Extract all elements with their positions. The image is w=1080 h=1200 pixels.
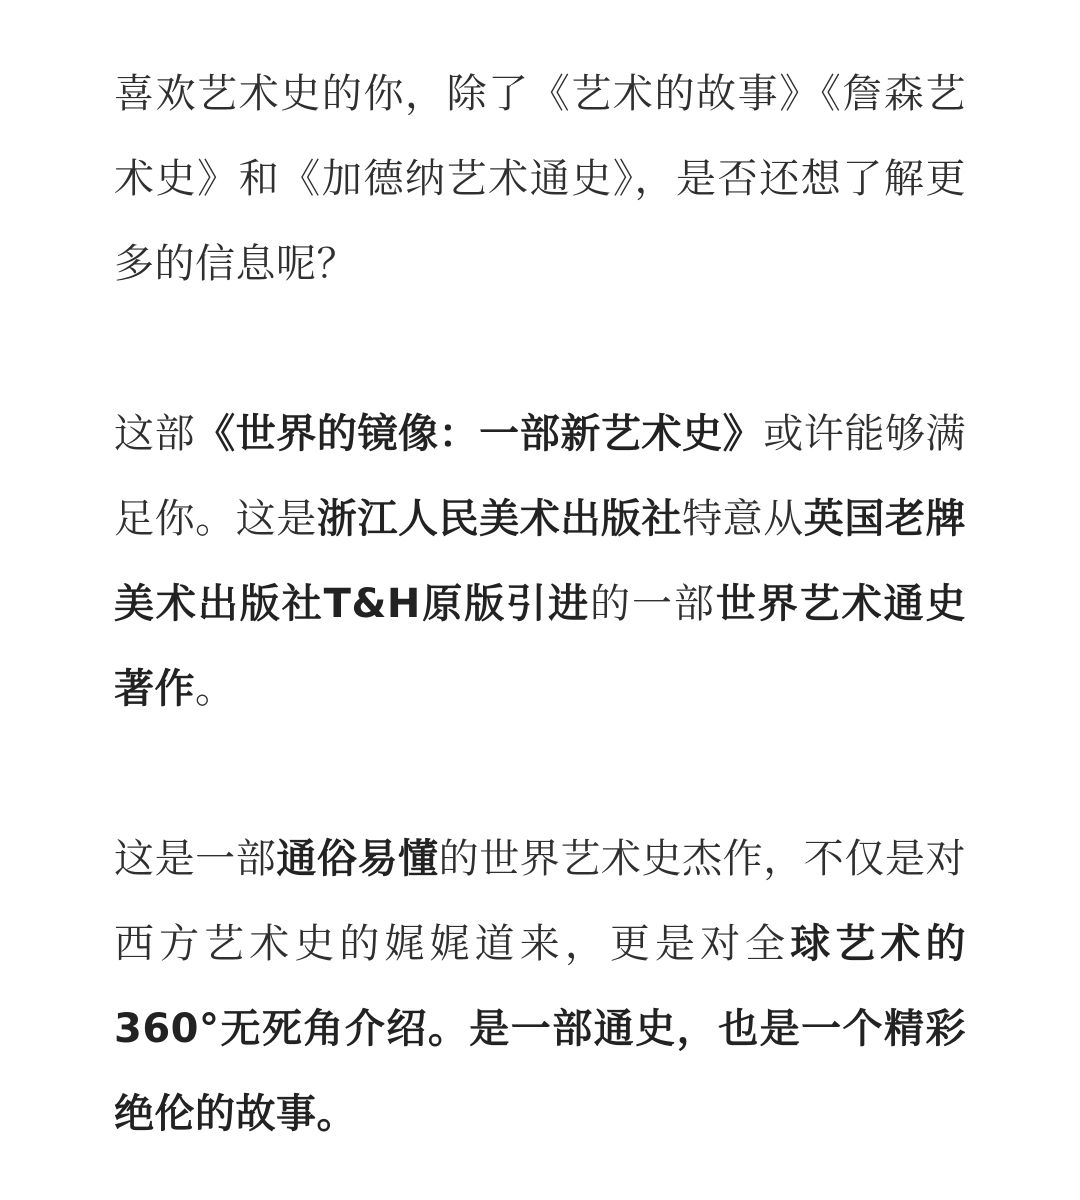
intro-text: 喜欢艺术史的你，除了《艺术的故事》《詹森艺术史》和《加德纳艺术通史》，是否还想了解更多的信息呢？ bbox=[114, 71, 966, 287]
accessible-emphasis: 通俗易懂 bbox=[276, 836, 439, 882]
book-title-emphasis: 《世界的镜像：一部新艺术史》 bbox=[195, 411, 764, 457]
publisher-emphasis: 浙江人民美术出版社 bbox=[316, 496, 683, 542]
paragraph-book-summary bbox=[114, 817, 966, 1157]
article-body bbox=[114, 52, 966, 1157]
text-segment: 特意从 bbox=[682, 496, 804, 542]
paragraph-book-description bbox=[114, 392, 966, 732]
genre-emphasis: 世界艺术通史著作 bbox=[114, 581, 967, 712]
text-segment: 这部 bbox=[114, 411, 196, 457]
text-segment: 。 bbox=[195, 666, 236, 712]
paragraph-intro bbox=[114, 52, 966, 307]
global-scope-emphasis: 球艺术的360°无死角介绍。是一部通史，也是一个精彩绝伦的故事。 bbox=[114, 921, 966, 1137]
source-publisher-emphasis: 英国老牌美术出版社T&H原版引进 bbox=[114, 496, 967, 627]
text-segment: 这是一部 bbox=[114, 836, 277, 882]
text-segment: 的一部 bbox=[590, 581, 716, 627]
text-segment: 的世界艺术史杰作，不仅是对西方艺术史的娓娓道来，更是对全 bbox=[114, 836, 967, 967]
text-segment: 或许能够满足你。这是 bbox=[114, 411, 967, 542]
